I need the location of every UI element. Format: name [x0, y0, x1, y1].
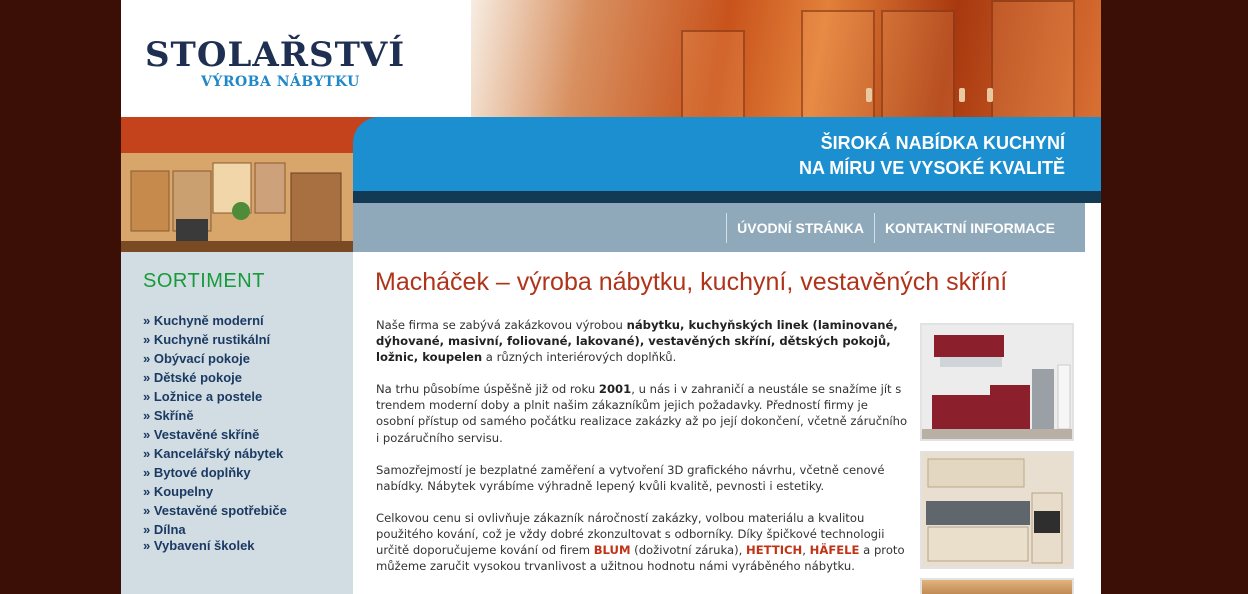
- orange-accent-strip: [121, 117, 384, 153]
- light-kitchen-illustration: [922, 453, 1072, 567]
- hardware-paragraph: Celkovou cenu si ovlivňuje zákazník náročností zakázky, volbou materiálu a kvalitou použitého kování, což je vždy dobré zkonzultovat s odborníky. Díky špičkové technologii určitě doporučujeme kování od firem BLUM (doživotní záruka), HETTICH, HÄFELE a proto můžeme zaručit vysokou trvanlivost a užitnou hodnotu námi vyráběného nábytku.: [376, 510, 905, 574]
- logo-title: STOLAŘSTVÍ: [145, 35, 406, 75]
- slogan-line-2: NA MÍRU VE VYSOKÉ KVALITĚ: [798, 158, 1065, 178]
- sidebar-item-vestavene-spotrebice[interactable]: » Vestavěné spotřebiče: [143, 503, 287, 518]
- nav-home[interactable]: ÚVODNÍ STRÁNKA: [726, 213, 874, 243]
- nav-contact[interactable]: KONTAKTNÍ INFORMACE: [874, 213, 1065, 243]
- kitchen-thumbnail-red[interactable]: [920, 323, 1074, 441]
- slogan-banner: [353, 117, 1101, 191]
- sidebar-menu: [143, 310, 287, 554]
- link-hettich[interactable]: HETTICH: [746, 543, 803, 558]
- slogan: [799, 131, 1065, 181]
- sidebar-item-detske-pokoje[interactable]: » Dětské pokoje: [143, 370, 242, 385]
- main-navigation: [353, 203, 1085, 252]
- sidebar-item-dilna[interactable]: » Dílna: [143, 522, 186, 537]
- page-container: [121, 0, 1101, 594]
- dark-accent-strip: [353, 191, 1101, 203]
- slogan-line-1: ŠIROKÁ NABÍDKA KUCHYNÍ: [820, 133, 1065, 153]
- red-kitchen-illustration: [922, 325, 1072, 439]
- sidebar-item-vestavene-skrine[interactable]: » Vestavěné skříně: [143, 427, 260, 442]
- sidebar-item-vybaveni-skolek[interactable]: » Vybavení školek: [143, 538, 255, 553]
- link-hafele[interactable]: HÄFELE: [809, 543, 860, 558]
- sidebar-item-obyvaci-pokoje[interactable]: » Obývací pokoje: [143, 351, 250, 366]
- sidebar-item-skrine[interactable]: » Skříně: [143, 408, 194, 423]
- services-paragraph: Samozřejmostí je bezplatné zaměření a vytvoření 3D grafického návrhu, včetně cenové nabídky. Nábytek vyrábíme výhradně lepený kvůli kvalitě, pevnosti i estetiky.: [376, 462, 885, 493]
- kitchen-illustration: [121, 153, 353, 252]
- sidebar-item-bytove-doplnky[interactable]: » Bytové doplňky: [143, 465, 251, 480]
- kitchen-photo: [121, 153, 353, 252]
- kitchen-thumbnail-light[interactable]: [920, 451, 1074, 569]
- link-blum[interactable]: BLUM: [593, 543, 631, 558]
- header-kitchen-image: [471, 0, 1101, 117]
- sidebar-item-loznice[interactable]: » Ložnice a postele: [143, 389, 263, 404]
- site-logo[interactable]: [145, 36, 415, 100]
- history-paragraph: Na trhu působíme úspěšně již od roku 2001, u nás i v zahraničí a neustále se snažíme jít s trendem moderní doby a plnit našim zákazníkům jejich požadavky. Předností firmy je osobní přístup od samého počátku realizace zakázky až po její dokončení, včetně záručního i pozáručního servisu.: [376, 382, 908, 445]
- sidebar-item-kancelarsky-nabytek[interactable]: » Kancelářský nábytek: [143, 446, 284, 461]
- kitchen-thumbnail-wood[interactable]: [920, 578, 1074, 594]
- intro-paragraph: Naše firma se zabývá zakázkovou výrobou nábytku, kuchyňských linek (laminované, dýhované, masivní, foliované, lakované), vestavěných skříní, dětských pokojů, ložnic, koupelen a různých interiérových doplňků.: [376, 318, 898, 365]
- logo-subtitle: VÝROBA NÁBYTKU: [201, 74, 360, 90]
- sidebar-item-kuchyne-rustikalni[interactable]: » Kuchyně rustikální: [143, 332, 271, 347]
- sidebar: [121, 252, 353, 594]
- sidebar-item-kuchyne-moderni[interactable]: » Kuchyně moderní: [143, 313, 264, 328]
- main-content: [376, 317, 908, 590]
- sidebar-title: SORTIMENT: [143, 270, 265, 292]
- page-title: Macháček – výroba nábytku, kuchyní, vestavěných skříní: [375, 268, 1008, 296]
- sidebar-item-koupelny[interactable]: » Koupelny: [143, 484, 214, 499]
